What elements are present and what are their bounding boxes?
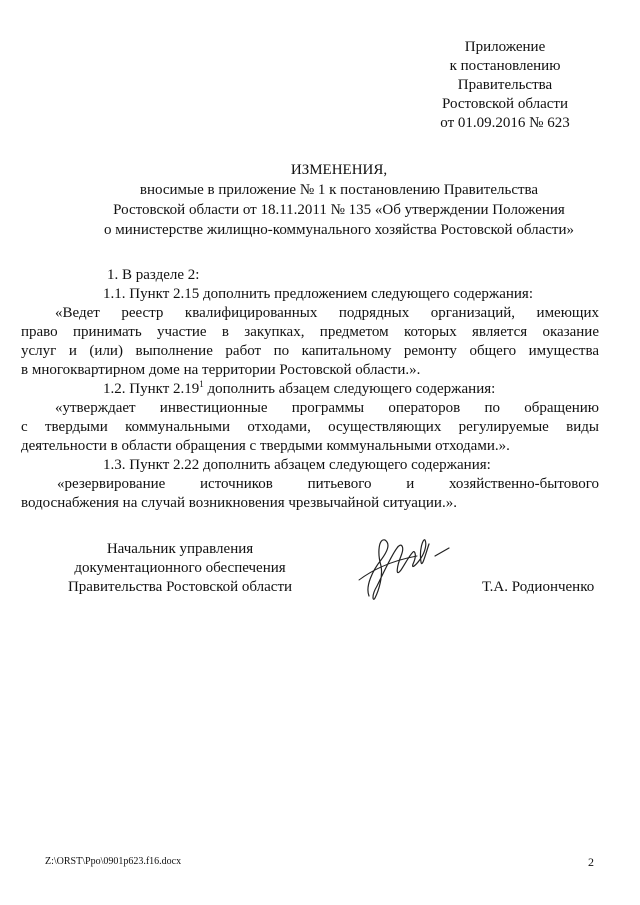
item-1-3-intro: 1.3. Пункт 2.22 дополнить абзацем следующего содержания:	[103, 457, 491, 473]
item-1-2-quote	[21, 399, 599, 456]
item-1-3-quote	[21, 475, 599, 513]
item-1-2-intro	[103, 380, 599, 399]
signatory-line: Правительства Ростовской области	[67, 579, 293, 595]
item-1-1-quote	[21, 304, 599, 380]
quote-line: «утверждает инвестиционные программы операторов по обращению	[55, 400, 599, 416]
signatory-line: документационного обеспечения	[74, 560, 286, 576]
page-number: 2	[588, 855, 594, 869]
heading-line: о министерстве жилищно-коммунального хозяйства Ростовской области»	[104, 222, 574, 238]
quote-line: деятельности в области обращения с твердыми коммунальными отходами.».	[21, 438, 510, 454]
footer-file-path: Z:\ORST\Ppo\0901p623.f16.docx	[45, 856, 182, 867]
signatory-line: Начальник управления	[106, 541, 254, 557]
section-label: 1. В разделе 2:	[107, 267, 200, 283]
quote-line: услуг и (или) выполнение работ по капитальному ремонту общего имущества	[21, 343, 599, 359]
appendix-line: Приложение	[464, 39, 546, 55]
heading-line: Ростовской области от 18.11.2011 № 135 «Об утверждении Положения	[113, 202, 565, 218]
quote-line: водоснабжения на случай возникновения чрезвычайной ситуации.».	[21, 495, 457, 511]
appendix-line: от 01.09.2016 № 623	[440, 115, 570, 131]
quote-line: «резервирование источников питьевого и хозяйственно-бытового	[57, 476, 599, 492]
document-body	[21, 266, 599, 513]
quote-line: право принимать участие в закупках, предметом которых является оказание	[21, 324, 599, 340]
quote-line: в многоквартирном доме на территории Ростовской области.».	[21, 362, 421, 378]
appendix-line: к постановлению	[449, 58, 561, 74]
quote-line: «Ведет реестр квалифицированных подрядных организаций, имеющих	[55, 305, 599, 321]
item-1-1-intro: 1.1. Пункт 2.15 дополнить предложением следующего содержания:	[103, 286, 533, 302]
appendix-line: Ростовской области	[442, 96, 568, 112]
appendix-line: Правительства	[457, 77, 553, 93]
item-1-2-intro-text: 1.2. Пункт 2.19	[103, 381, 200, 397]
superscript: 1	[199, 379, 204, 389]
quote-line: с твердыми коммунальными отходами, осуществляющих регулируемые виды	[21, 419, 599, 435]
signatory-block	[60, 540, 300, 597]
heading-title: ИЗМЕНЕНИЯ,	[290, 162, 388, 178]
handwritten-signature	[355, 530, 455, 605]
document-heading	[40, 160, 638, 240]
appendix-block	[400, 38, 610, 133]
item-1-2-intro-rest: дополнить абзацем следующего содержания:	[203, 381, 496, 397]
signer-name: Т.А. Родионченко	[482, 579, 595, 595]
heading-line: вносимые в приложение № 1 к постановлению Правительства	[139, 182, 539, 198]
